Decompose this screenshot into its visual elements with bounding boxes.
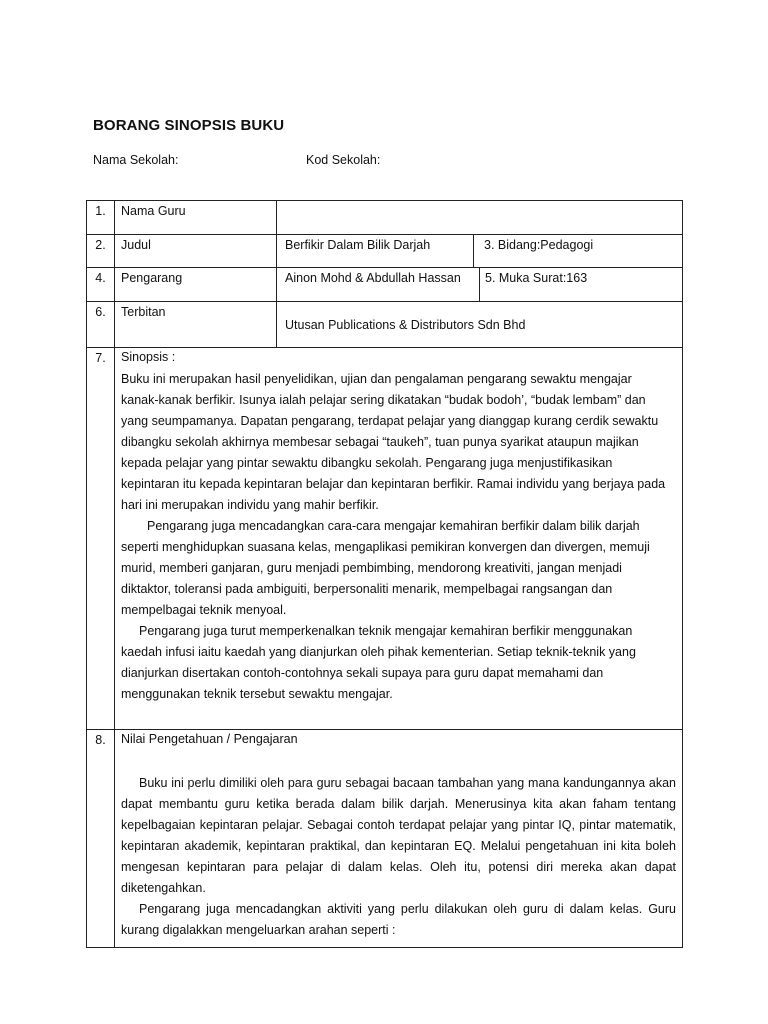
row-terbitan <box>87 302 683 348</box>
terbitan-label: Terbitan <box>115 302 277 348</box>
row-number: 7. <box>87 348 115 730</box>
synopsis-form-table <box>86 200 683 948</box>
row-sinopsis <box>87 348 683 730</box>
terbitan-value: Utusan Publications & Distributors Sdn Bhd <box>277 302 683 348</box>
muka-surat-value: 5. Muka Surat:163 <box>479 268 682 301</box>
sinopsis-label: Sinopsis : <box>121 350 176 364</box>
nama-guru-label: Nama Guru <box>115 201 277 235</box>
nama-sekolah-label: Nama Sekolah: <box>93 153 179 167</box>
bidang-value: 3. Bidang:Pedagogi <box>473 235 682 267</box>
nilai-paragraph: Pengarang juga mencadangkan aktiviti yang perlu dilakukan oleh guru di dalam kelas. Guru kurang digalakkan mengeluarkan arahan seperti : <box>121 902 676 937</box>
pengarang-cell <box>277 268 683 302</box>
row-number: 8. <box>87 730 115 948</box>
nama-guru-value[interactable] <box>277 201 683 235</box>
sinopsis-paragraph: Pengarang juga mencadangkan cara-cara mengajar kemahiran berfikir dalam bilik darjah seperti menghidupkan suasana kelas, mengaplikasi pemikiran konvergen dan divergen, memuji murid, memberi ganjaran, guru menjadi pembimbing, mendorong kreativiti, jangan menjadi diktaktor, toleransi pada ambiguiti, berpersonaliti menarik, mempelbagai rangsangan dan mempelbagai teknik menyoal. <box>121 519 650 617</box>
pengarang-value: Ainon Mohd & Abdullah Hassan <box>285 271 461 285</box>
judul-label: Judul <box>115 235 277 268</box>
judul-value: Berfikir Dalam Bilik Darjah <box>285 238 431 252</box>
nilai-text <box>115 747 682 941</box>
sinopsis-text <box>115 365 682 705</box>
nilai-cell <box>115 730 683 948</box>
row-number: 2. <box>87 235 115 268</box>
row-number: 6. <box>87 302 115 348</box>
judul-cell <box>277 235 683 268</box>
nilai-label: Nilai Pengetahuan / Pengajaran <box>121 732 298 746</box>
row-number: 1. <box>87 201 115 235</box>
form-title: BORANG SINOPSIS BUKU <box>93 117 285 134</box>
row-number: 4. <box>87 268 115 302</box>
sinopsis-paragraph: Buku ini merupakan hasil penyelidikan, ujian dan pengalaman pengarang sewaktu mengajar kanak-kanak berfikir. Isunya ialah pelajar sering dikatakan “budak bodoh’, “budak lembam” dan yang seumpamanya. Dapatan pengarang, terdapat pelajar yang dianggap kurang cerdik sewaktu dibangku sekolah akhirnya membesar sebagai “taukeh”, tuan punya syarikat ataupun majikan kepada pelajar yang pintar sewaktu dibangku sekolah. Pengarang juga menjustifikasikan kepintaran itu kepada kepintaran belajar dan kepintaran berfikir. Ramai individu yang berjaya pada hari ini merupakan individu yang mahir berfikir. <box>121 372 666 512</box>
row-judul <box>87 235 683 268</box>
row-nilai <box>87 730 683 948</box>
nilai-paragraph: Buku ini perlu dimiliki oleh para guru sebagai bacaan tambahan yang mana kandungannya akan dapat membantu guru ketika berada dalam bilik darjah. Menerusinya kita akan faham tentang kepelbagaian kepintaran pelajar. Sebagai contoh terdapat pelajar yang pintar IQ, pintar matematik, kepintaran akademik, kepintaran praktikal, dan kepintaran EQ. Melalui pengetahuan ini kita boleh mengesan kepintaran para pelajar di dalam kelas. Oleh itu, potensi diri mereka akan dapat diketengahkan. <box>121 776 676 895</box>
row-nama-guru <box>87 201 683 235</box>
kod-sekolah-label: Kod Sekolah: <box>306 153 381 167</box>
row-pengarang <box>87 268 683 302</box>
pengarang-label: Pengarang <box>115 268 277 302</box>
sinopsis-cell <box>115 348 683 730</box>
sinopsis-paragraph: Pengarang juga turut memperkenalkan teknik mengajar kemahiran berfikir menggunakan kaedah infusi iaitu kaedah yang dianjurkan oleh pihak kementerian. Setiap teknik-teknik yang dianjurkan disertakan contoh-contohnya sekali supaya para guru dapat memahami dan menggunakan teknik tersebut sewaktu mengajar. <box>121 624 636 701</box>
